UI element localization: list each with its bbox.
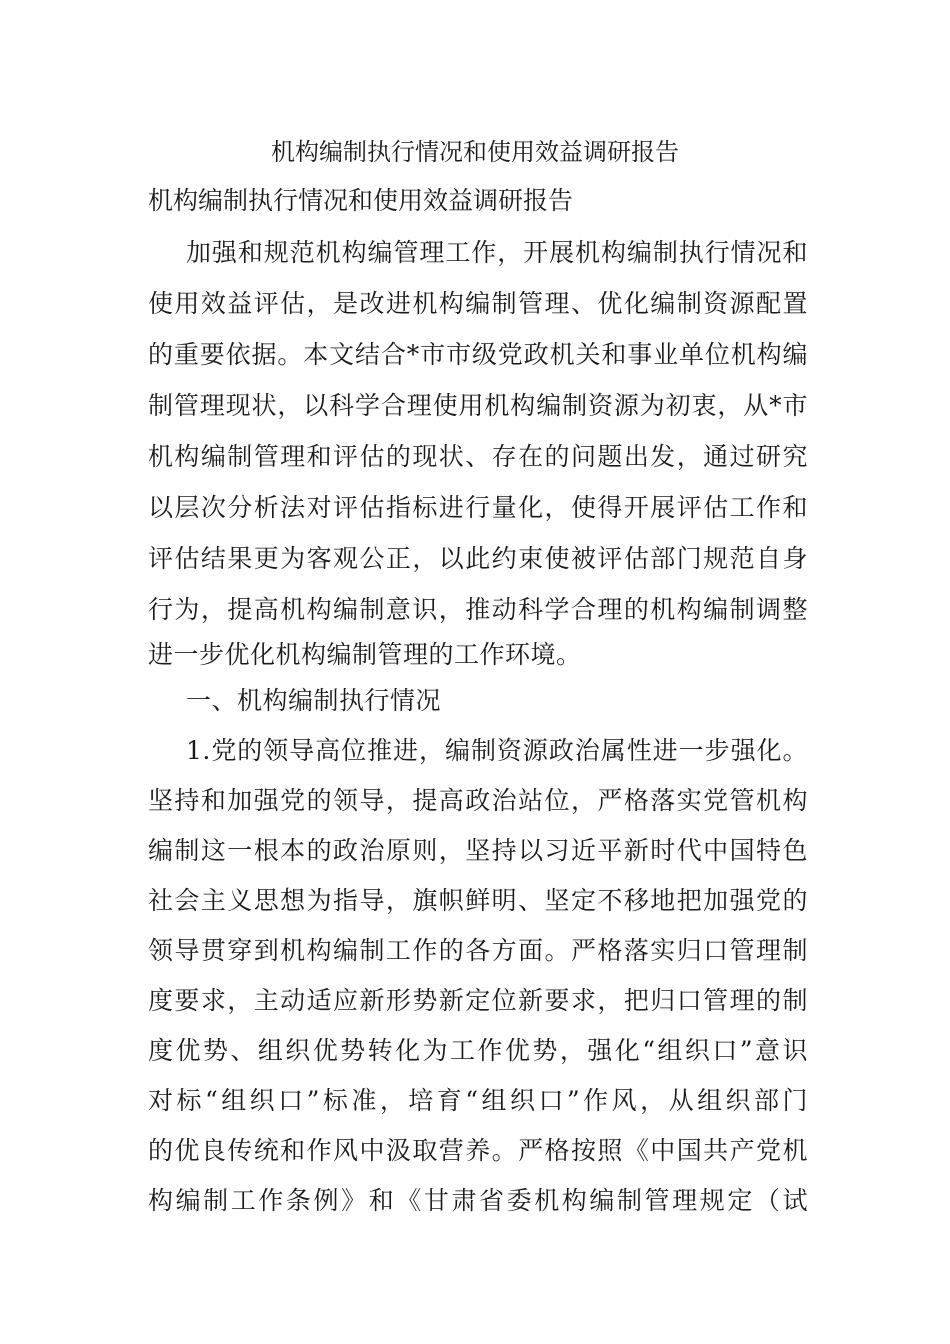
paragraph-line: 加强和规范机构编管理工作，开展机构编制执行情况和: [186, 238, 808, 267]
paragraph-line: 使用效益评估，是改进机构编制管理、优化编制资源配置: [148, 289, 808, 318]
paragraph-line: 进一步优化机构编制管理的工作环境。: [148, 640, 582, 669]
paragraph-line: 以层次分析法对评估指标进行量化，使得开展评估工作和: [148, 493, 808, 522]
paragraph-line: 编制这一根本的政治原则，坚持以习近平新时代中国特色: [148, 836, 808, 865]
paragraph-line: 行为，提高机构编制意识，推动科学合理的机构编制调整: [148, 595, 808, 624]
paragraph-line: 构编制工作条例》和《甘肃省委机构编制管理规定（试: [148, 1186, 808, 1215]
paragraph-line: 度要求，主动适应新形势新定位新要求，把归口管理的制: [148, 986, 808, 1015]
paragraph-line: 社会主义思想为指导，旗帜鲜明、坚定不移地把加强党的: [148, 886, 808, 915]
paragraph-line: 评估结果更为客观公正，以此约束使被评估部门规范自身: [148, 544, 808, 573]
paragraph-line: 的重要依据。本文结合*市市级党政机关和事业单位机构编: [148, 340, 808, 369]
section-heading: 一、机构编制执行情况: [186, 686, 442, 715]
paragraph-line: 制管理现状，以科学合理使用机构编制资源为初衷，从*市: [148, 391, 808, 420]
document-title: 机构编制执行情况和使用效益调研报告: [271, 138, 679, 166]
paragraph-line: 的优良传统和作风中汲取营养。严格按照《中国共产党机: [148, 1136, 808, 1165]
paragraph-line: 领导贯穿到机构编制工作的各方面。严格落实归口管理制: [148, 936, 808, 965]
paragraph-line: 对标“组织口”标准，培育“组织口”作风，从组织部门: [148, 1086, 808, 1115]
subsection-heading: 1.党的领导高位推进，编制资源政治属性进一步强化。: [186, 736, 808, 765]
paragraph-line: 度优势、组织优势转化为工作优势，强化“组织口”意识: [148, 1036, 808, 1065]
paragraph-line: 坚持和加强党的领导，提高政治站位，严格落实党管机构: [148, 786, 808, 815]
paragraph-line: 机构编制管理和评估的现状、存在的问题出发，通过研究: [148, 442, 808, 471]
document-subtitle: 机构编制执行情况和使用效益调研报告: [148, 186, 574, 215]
